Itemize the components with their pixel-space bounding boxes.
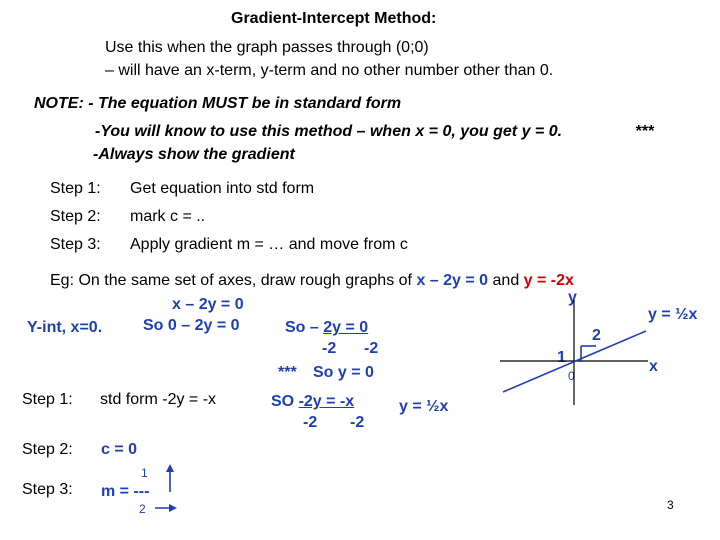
- m-numerator: 1: [141, 466, 148, 480]
- page-number: 3: [667, 498, 674, 512]
- so-line-3-underlined: -2y = -x: [298, 393, 355, 410]
- y-intercept-label: Y-int, x=0.: [27, 319, 103, 336]
- step-1-label: Step 1:: [50, 180, 101, 197]
- step-2-label: Step 2:: [50, 208, 101, 225]
- note-line-2: -You will know to use this method – when x = 0, you get y = 0.: [95, 123, 563, 140]
- work-step-3-text: m = ---: [101, 483, 150, 500]
- divide-2-right: -2: [350, 414, 365, 431]
- so-line-3-prefix: SO: [271, 393, 295, 410]
- m-denominator: 2: [139, 502, 146, 516]
- working-eq-top: x – 2y = 0: [172, 296, 244, 313]
- divide-right: -2: [364, 340, 379, 357]
- example-eq-1: x – 2y = 0: [416, 272, 489, 289]
- so-line-2-underlined: 2y = 0: [323, 319, 369, 336]
- y-half-x-middle: y = ½x: [399, 398, 449, 415]
- line-label: y = ½x: [648, 306, 698, 323]
- x-axis-label: x: [649, 358, 658, 375]
- example-prefix: Eg: On the same set of axes, draw rough graphs of: [50, 272, 412, 289]
- work-step-3-label: Step 3:: [22, 481, 73, 498]
- example-and: and: [492, 272, 520, 289]
- step-2-text: mark c = ..: [130, 208, 206, 225]
- so-line: So 0 – 2y = 0: [143, 317, 240, 334]
- divide-left: -2: [322, 340, 337, 357]
- divide-2-left: -2: [303, 414, 318, 431]
- so-line-2-prefix: So –: [285, 319, 319, 336]
- so-y-equals-0: So y = 0: [313, 364, 374, 381]
- step-3-text: Apply gradient m = … and move from c: [130, 236, 408, 253]
- y-axis-label: y: [568, 289, 577, 306]
- example-eq-2: y = -2x: [523, 272, 574, 289]
- note-stars: ***: [635, 123, 654, 140]
- working-stars: ***: [278, 364, 297, 381]
- run-label: 2: [592, 327, 601, 344]
- work-step-2-text: c = 0: [101, 441, 138, 458]
- intro-line-2: – will have an x-term, y-term and no other number other than 0.: [105, 62, 554, 79]
- origin-label: 0: [568, 369, 575, 383]
- rise-label: 1: [557, 349, 566, 366]
- work-step-2-label: Step 2:: [22, 441, 73, 458]
- step-3-label: Step 3:: [50, 236, 101, 253]
- work-step-1-label: Step 1:: [22, 391, 73, 408]
- work-step-1-text: std form -2y = -x: [100, 391, 217, 408]
- note-line-3: -Always show the gradient: [93, 146, 295, 163]
- intro-line-1: Use this when the graph passes through (0;0): [105, 39, 429, 56]
- step-1-text: Get equation into std form: [130, 180, 315, 197]
- note-line-1: NOTE: - The equation MUST be in standard form: [34, 95, 402, 112]
- page-title: Gradient-Intercept Method:: [231, 10, 437, 27]
